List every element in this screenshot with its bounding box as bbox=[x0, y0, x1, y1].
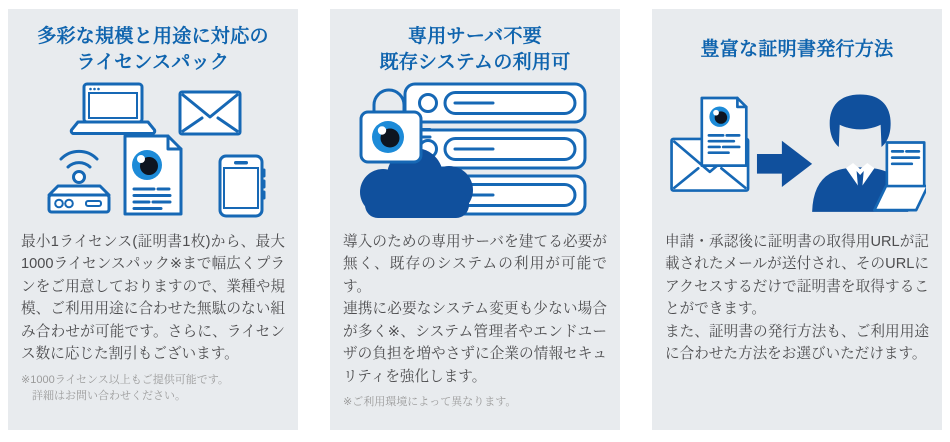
card-body-paragraph: 連携に必要なシステム変更も少ない場合が多く※、システム管理者やエンドユーザの負担を増やさずに企業の情報セキュリティを強化します。 bbox=[343, 301, 607, 385]
mail-to-user-icon bbox=[665, 79, 929, 221]
certificate-document-icon bbox=[125, 136, 181, 214]
footnote-line: ※ご利用環境によって異なります。 bbox=[343, 396, 517, 409]
mail-certificate-icon bbox=[672, 98, 749, 191]
feature-card-no-dedicated-server bbox=[330, 9, 620, 430]
smartphone-icon bbox=[220, 156, 264, 216]
card-body-paragraph: 導入のための専用サーバを建てる必要が無く、既存のシステムの利用が可能です。 bbox=[343, 234, 607, 295]
footnote-line: 詳細はお問い合わせください。 bbox=[32, 390, 186, 403]
card-title bbox=[665, 23, 929, 77]
card-title-line: 多彩な規模と用途に対応の bbox=[37, 25, 269, 47]
envelope-icon bbox=[180, 92, 240, 134]
card-title-line: ライセンスパック bbox=[76, 52, 230, 73]
secure-server-cloud-icon bbox=[343, 79, 607, 221]
card-title bbox=[21, 23, 285, 77]
feature-card-license-pack bbox=[8, 9, 298, 430]
card-body-paragraph: 申請・承認後に証明書の取得用URLが記載されたメールが送付され、そのURLにアクセスするだけで証明書を取得することができます。 bbox=[665, 234, 929, 318]
footnote-line: ※1000ライセンス以上もご提供可能です。 bbox=[21, 373, 229, 386]
feature-card-issuing-methods bbox=[652, 9, 942, 430]
card-title-line: 既存システムの利用可 bbox=[379, 52, 571, 73]
card-footnote bbox=[21, 372, 285, 405]
license-devices-icon bbox=[21, 79, 285, 221]
card-body bbox=[21, 231, 285, 366]
wifi-router-icon bbox=[49, 151, 109, 212]
card-body bbox=[343, 231, 607, 388]
card-title-line: 豊富な証明書発行方法 bbox=[700, 38, 894, 60]
laptop-icon bbox=[71, 84, 154, 134]
person-icon bbox=[812, 94, 926, 211]
card-body-paragraph: 最小1ライセンス(証明書1枚)から、最大1000ライセンスパック※まで幅広くプランをご用意しておりますので、業種や規模、ご利用用途に合わせた無駄のない組み合わせが可能です。さらに、ライセンス数に応じた割引もございます。 bbox=[21, 234, 285, 363]
card-title bbox=[343, 23, 607, 77]
arrow-right-icon bbox=[757, 140, 812, 186]
card-body bbox=[665, 231, 929, 366]
card-title-line: 専用サーバ不要 bbox=[407, 25, 543, 47]
card-body-paragraph: また、証明書の発行方法も、ご利用用途に合わせた方法をお選びいただけます。 bbox=[665, 323, 929, 363]
card-footnote bbox=[343, 394, 607, 411]
